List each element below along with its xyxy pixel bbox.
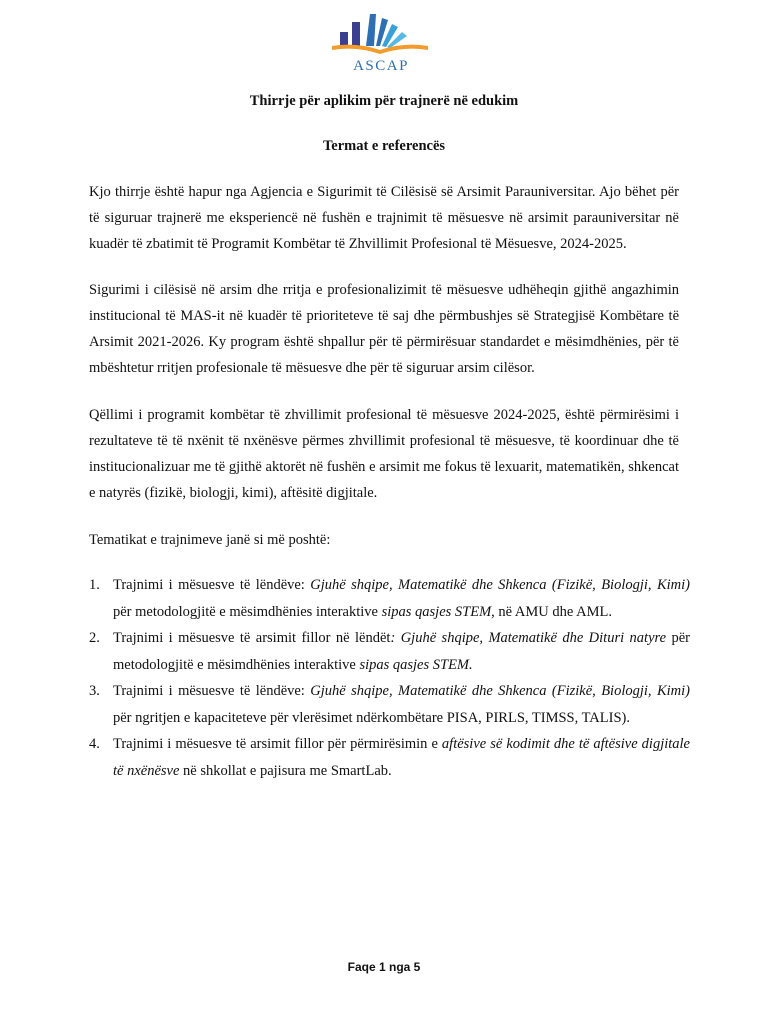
list-number: 4. xyxy=(89,736,100,752)
list-item-lead: Trajnimi i mësuesve të arsimit fillor për përmirësimin e xyxy=(113,736,442,752)
list-item-approach: sipas qasjes STEM xyxy=(381,603,492,620)
list-item-subjects: Gjuhë shqipe, Matematikë dhe Shkenca (Fizikë, Biologji, Kimi) xyxy=(310,577,690,593)
paragraph-topics-intro: Tematikat e trajnimeve janë si më poshtë: xyxy=(89,532,331,548)
ascap-logo xyxy=(326,10,436,78)
list-item-middle: për metodologjitë e mësimdhënies interaktive xyxy=(113,603,382,620)
list-item-middle: për metodologjitë e mësimdhënies interaktive xyxy=(113,630,690,673)
page-footer: Faqe 1 nga 5 xyxy=(347,960,421,974)
list-item-approach: sipas qasjes STEM. xyxy=(359,656,473,673)
list-item-middle: për ngritjen e kapaciteteve për vlerësimet ndërkombëtare PISA, PIRLS, TIMSS, TALIS). xyxy=(113,709,630,726)
document-subtitle: Termat e referencës xyxy=(322,138,446,154)
paragraph-goal: Qëllimi i programit kombëtar të zhvillimit profesional të mësuesve 2024-2025, është përmirësimi i rezultateve të të nxënit të nxënësve përmes zhvillimit profesional të mësuesve, të koordinuar dhe të institucionalizuar me të gjithë aktorët në fushën e arsimit me fokus të lexuarit, matematikën, shkencat e natyrës (fizikë, biologji, kimi), aftësitë digjitale. xyxy=(89,407,679,501)
list-item xyxy=(89,731,690,784)
list-item xyxy=(89,572,690,625)
logo-graphic xyxy=(326,10,436,60)
list-item-lead: Trajnimi i mësuesve të lëndëve: xyxy=(113,577,311,593)
list-item-tail: , në AMU dhe AML. xyxy=(491,603,612,620)
list-item-lead: Trajnimi i mësuesve të arsimit fillor në lëndët xyxy=(113,630,391,646)
list-item xyxy=(89,625,690,678)
list-item-subjects: aftësive së kodimit dhe të aftësive digjitale të nxënësve xyxy=(113,736,690,779)
list-item-subjects: Gjuhë shqipe, Matematikë dhe Shkenca (Fizikë, Biologji, Kimi) xyxy=(310,683,690,699)
list-item-lead: Trajnimi i mësuesve të lëndëve: xyxy=(113,683,311,699)
logo-text: ASCAP xyxy=(353,58,409,74)
topics-list xyxy=(89,572,690,784)
list-item xyxy=(89,678,690,731)
document-title: Thirrje për aplikim për trajnerë në edukim xyxy=(249,93,519,109)
list-number: 2. xyxy=(89,630,100,646)
list-number: 3. xyxy=(89,683,100,699)
paragraph-quality: Sigurimi i cilësisë në arsim dhe rritja e profesionalizimit të mësuesve udhëheqin gjithë angazhimin institucional të MAS-it në kuadër të prioriteteve të saj dhe përmbushjes së Strategjisë Kombëtare të Arsimit 2021-2026. Ky program është shpallur për të përmirësuar standardet e mësimdhënies, për të mbështetur rritjen profesionale të mësuesve dhe për të siguruar arsim cilësor. xyxy=(89,282,679,376)
paragraph-intro: Kjo thirrje është hapur nga Agjencia e Sigurimit të Cilësisë së Arsimit Parauniversitar. Ajo bëhet për të siguruar trajnerë me eksperiencë në fushën e trajnimit të mësuesve në arsimit parauniversitar në kuadër të zbatimit të Programit Kombëtar të Zhvillimit Profesional të Mësuesve, 2024-2025. xyxy=(89,184,679,252)
list-item-middle: në shkollat e pajisura me SmartLab. xyxy=(179,762,392,779)
list-number: 1. xyxy=(89,577,100,593)
list-item-subjects: : Gjuhë shqipe, Matematikë dhe Dituri natyre xyxy=(390,630,667,646)
